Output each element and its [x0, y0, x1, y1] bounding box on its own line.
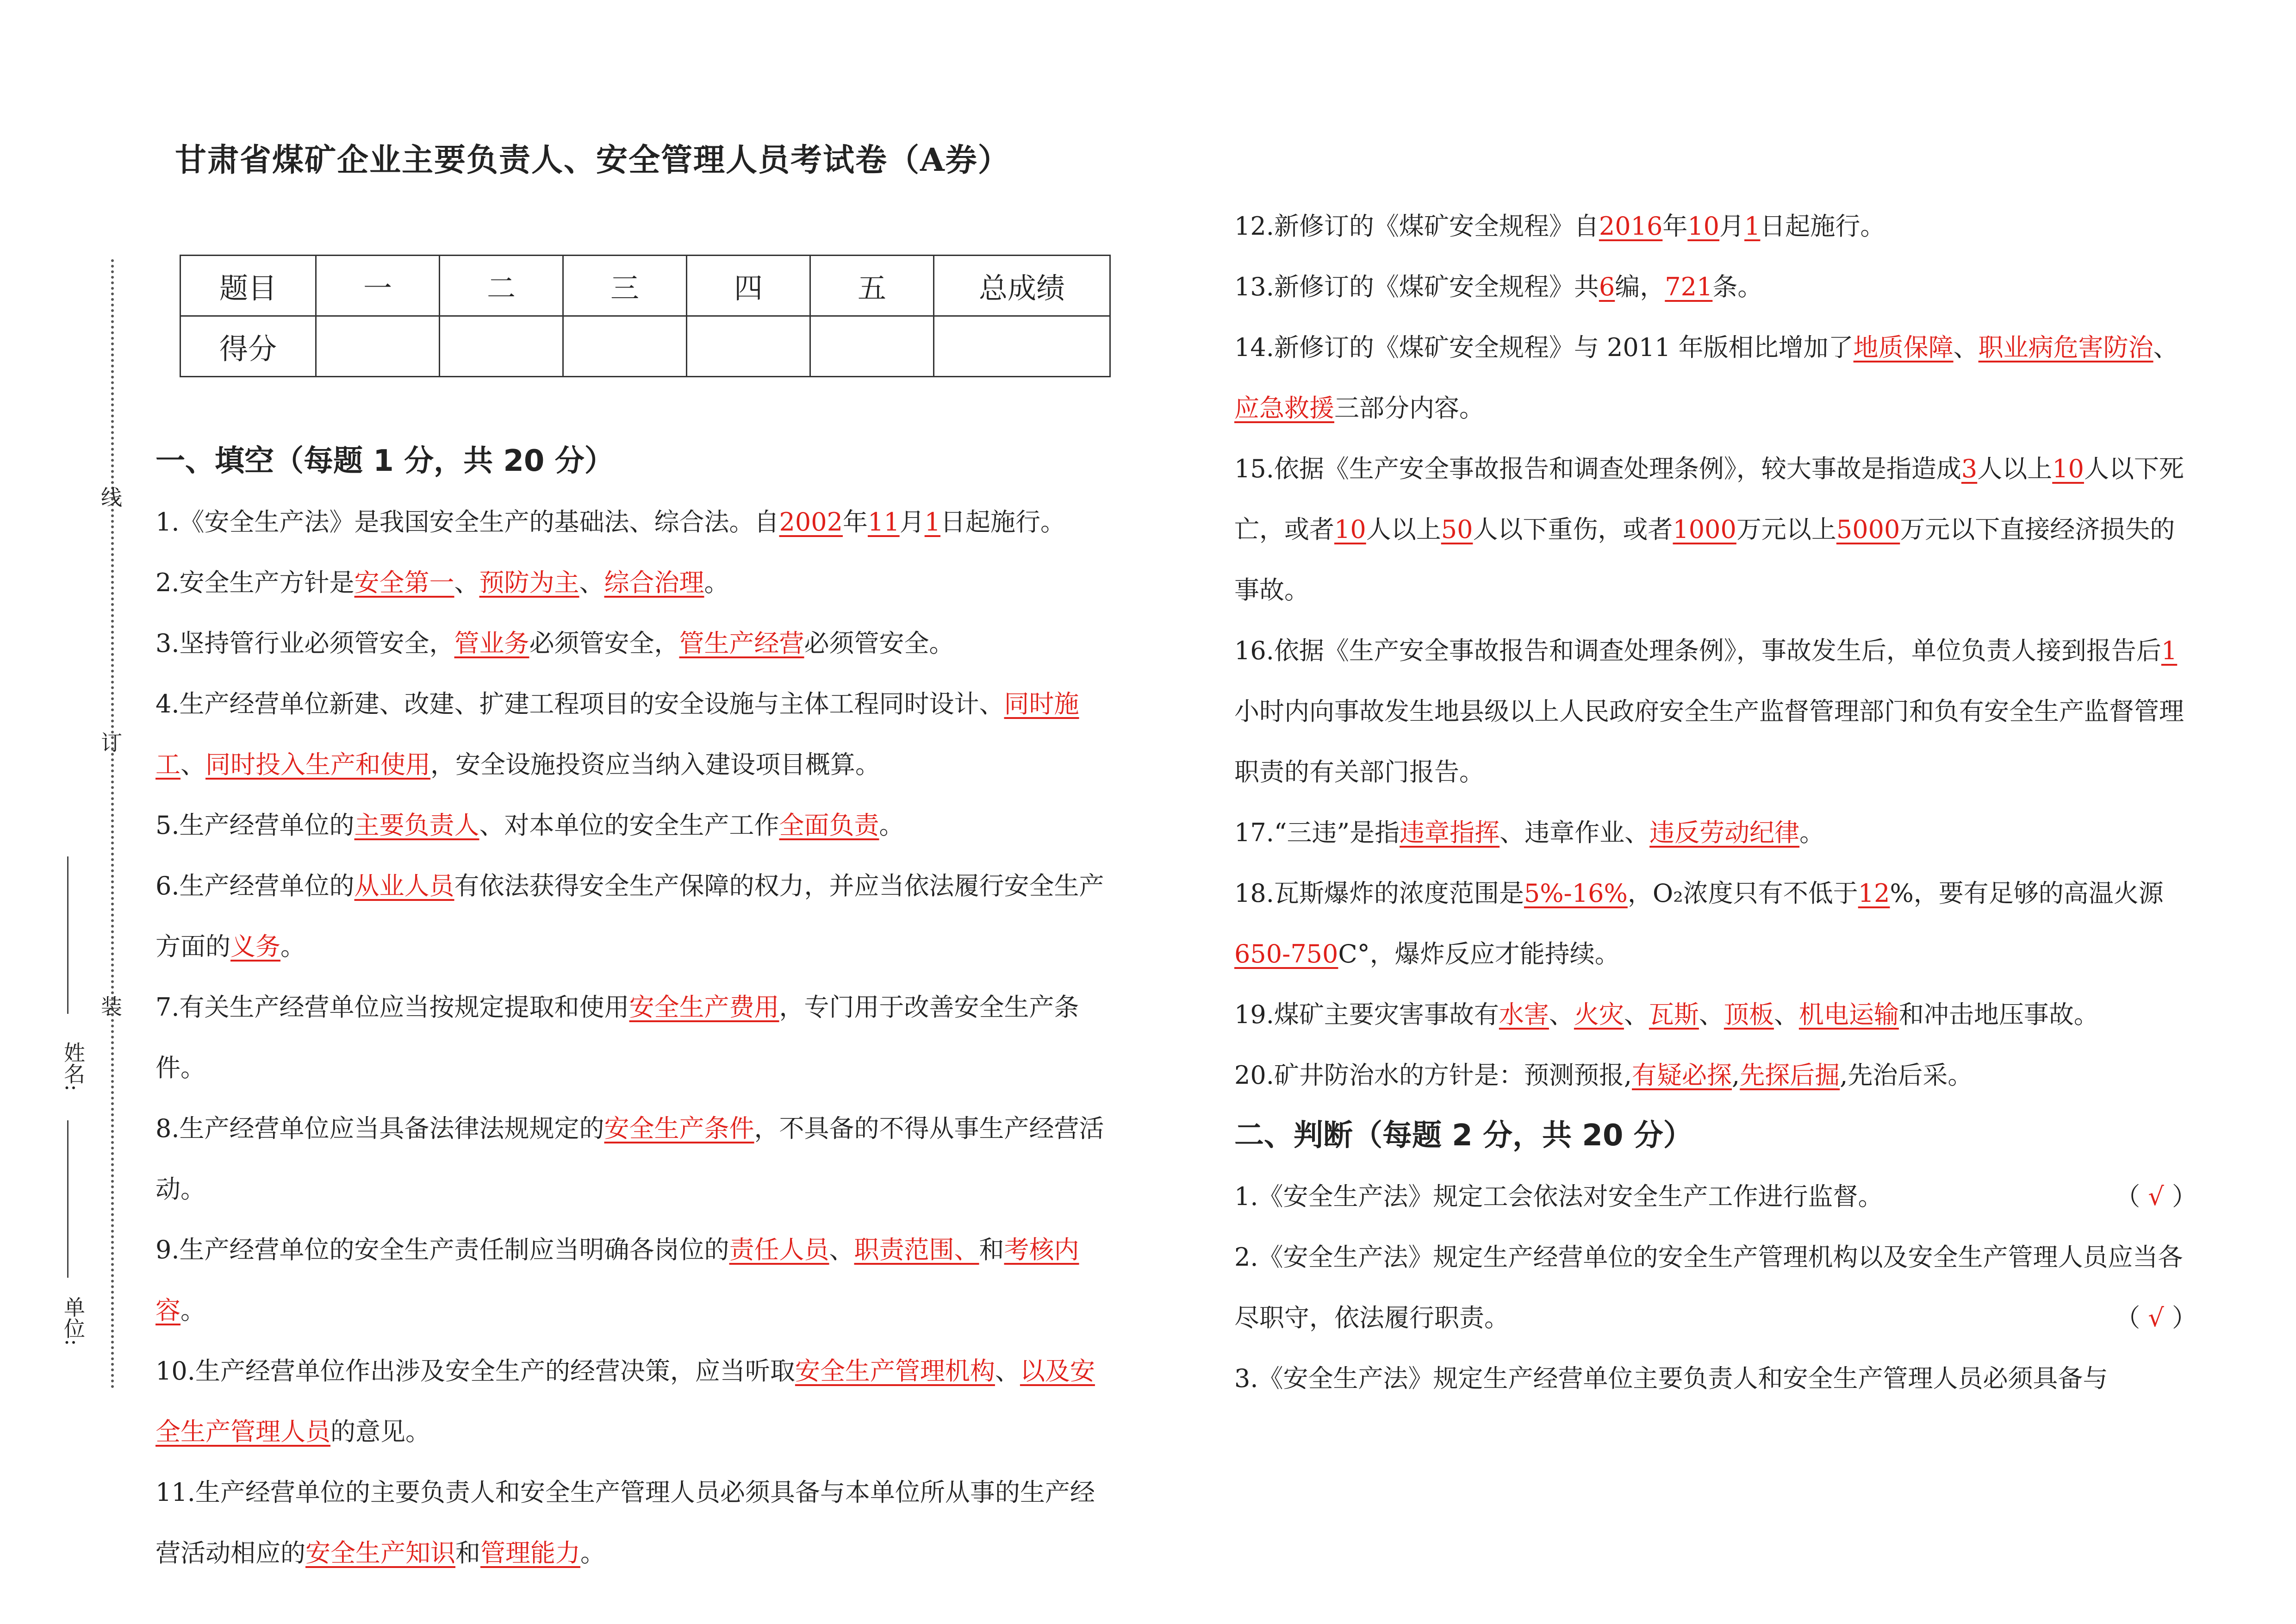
question-11: 11.生产经营单位的主要负责人和安全生产管理人员必须具备与本单位所从事的生产经营活动相应的安全生产知识和管理能力。: [156, 1478, 1095, 1568]
score-table-score-row: [180, 316, 1110, 377]
question-13: 13.新修订的《煤矿安全规程》共6编，721条。: [1234, 272, 1763, 301]
table-header-cell: 五: [810, 256, 934, 316]
score-table: [180, 255, 1111, 377]
judge-answer-mark: （ √ ）: [2115, 1182, 2197, 1211]
question-6: 6.生产经营单位的从业人员有依法获得安全生产保障的权力，并应当依法履行安全生产方面的义务。: [156, 871, 1104, 961]
table-header-cell: 四: [687, 256, 810, 316]
score-row-label: 得分: [180, 316, 316, 377]
unit-label: 单位:: [61, 1296, 86, 1346]
question-4: 4.生产经营单位新建、改建、扩建工程项目的安全设施与主体工程同时设计、同时施工、同时投入生产和使用，安全设施投资应当纳入建设项目概算。: [156, 689, 1079, 779]
question-20: 20.矿井防治水的方针是：预测预报,有疑必探,先探后掘,先治后采。: [1234, 1061, 1973, 1090]
question-16: 16.依据《生产安全事故报告和调查处理条例》，事故发生后，单位负责人接到报告后1小时内向事故发生地县级以上人民政府安全生产监督管理部门和负有安全生产监督管理职责的有关部门报告。: [1234, 636, 2184, 787]
table-header-cell: 三: [563, 256, 687, 316]
judge-question-2: 2.《安全生产法》规定生产经营单位的安全生产管理机构以及安全生产管理人员应当各尽职守，依法履行职责。 （ √ ）: [1234, 1227, 2197, 1348]
judge-answer-mark: （ √ ）: [2115, 1303, 2197, 1332]
question-12: 12.新修订的《煤矿安全规程》自2016年10月1日起施行。: [1234, 212, 1885, 241]
unit-field-line: [67, 1185, 68, 1278]
question-3: 3.坚持管行业必须管安全，管业务必须管安全，管生产经营必须管安全。: [156, 629, 954, 658]
judge-question-1: 1.《安全生产法》规定工会依法对安全生产工作进行监督。 （ √ ）: [1234, 1166, 2197, 1227]
left-column: [156, 431, 1118, 1583]
question-8: 8.生产经营单位应当具备法律法规规定的安全生产条件，不具备的不得从事生产经营活动。: [156, 1114, 1104, 1204]
judge-question-3: 3.《安全生产法》规定生产经营单位主要负责人和安全生产管理人员必须具备与: [1234, 1364, 2108, 1393]
score-cell[interactable]: [934, 316, 1110, 377]
binding-label-zhuang: 装: [98, 995, 123, 1017]
score-cell[interactable]: [810, 316, 934, 377]
score-cell[interactable]: [563, 316, 687, 377]
section-2-title: 二、判断（每题 2 分，共 20 分）: [1234, 1118, 1693, 1153]
question-5: 5.生产经营单位的主要负责人、对本单位的安全生产工作全面负责。: [156, 811, 904, 840]
binding-dotted-line: [111, 259, 114, 1389]
question-1: 1.《安全生产法》是我国安全生产的基础法、综合法。自2002年11月1日起施行。: [156, 507, 1066, 537]
table-header-cell: 题目: [180, 256, 316, 316]
table-header-cell: 二: [440, 256, 563, 316]
question-19: 19.煤矿主要灾害事故有水害、火灾、瓦斯、顶板、机电运输和冲击地压事故。: [1234, 1000, 2099, 1029]
score-cell[interactable]: [316, 316, 440, 377]
score-cell[interactable]: [440, 316, 563, 377]
table-header-cell: 一: [316, 256, 440, 316]
question-7: 7.有关生产经营单位应当按规定提取和使用安全生产费用，专门用于改善安全生产条件。: [156, 993, 1079, 1082]
name-field-line: [67, 856, 68, 1014]
question-18: 18.瓦斯爆炸的浓度范围是5%-16%，O₂浓度只有不低于12%，要有足够的高温火源650-750C°，爆炸反应才能持续。: [1234, 879, 2164, 968]
question-17: 17.“三违”是指违章指挥、违章作业、违反劳动纪律。: [1234, 818, 1825, 847]
question-15: 15.依据《生产安全事故报告和调查处理条例》，较大事故是指造成3人以上10人以下死亡，或者10人以上50人以下重伤，或者1000万元以上5000万元以下直接经济损失的事故。: [1234, 454, 2184, 605]
table-header-cell: 总成绩: [934, 256, 1110, 316]
exam-title: 甘肃省煤矿企业主要负责人、安全管理人员考试卷（A券）: [175, 142, 1010, 179]
binding-label-xian: 线: [98, 486, 123, 507]
name-label: 姓名:: [61, 1042, 86, 1092]
question-14: 14.新修订的《煤矿安全规程》与 2011 年版相比增加了地质保障、职业病危害防治、应急救援三部分内容。: [1234, 333, 2178, 423]
question-2: 2.安全生产方针是安全第一、预防为主、综合治理。: [156, 568, 729, 597]
right-column: [1234, 196, 2197, 1409]
question-9: 9.生产经营单位的安全生产责任制应当明确各岗位的责任人员、职责范围、和考核内容。: [156, 1235, 1079, 1325]
score-cell[interactable]: [687, 316, 810, 377]
question-10: 10.生产经营单位作出涉及安全生产的经营决策，应当听取安全生产管理机构、以及安全生产管理人员的意见。: [156, 1356, 1095, 1446]
score-table-header-row: [180, 256, 1110, 316]
section-1-title: 一、填空（每题 1 分，共 20 分）: [156, 444, 614, 478]
binding-label-ding: 订: [98, 731, 123, 753]
